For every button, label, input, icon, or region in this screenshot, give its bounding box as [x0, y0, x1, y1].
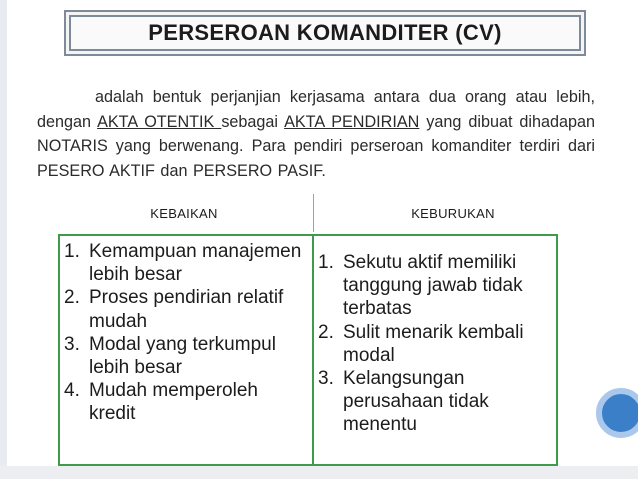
- header-kebaikan: KEBAIKAN: [150, 205, 218, 221]
- keburukan-item: 3. Kelangsungan perusahaan tidak menentu: [318, 368, 489, 436]
- slide-title: PERSEROAN KOMANDITER (CV): [69, 15, 581, 51]
- kebaikan-item: 2. Proses pendirian relatif mudah: [64, 287, 284, 332]
- kebaikan-column: [58, 234, 312, 466]
- akta-otentik-text: AKTA OTENTIK: [97, 112, 222, 131]
- definition-paragraph: [37, 85, 595, 183]
- kebaikan-item: 3. Modal yang terkumpul lebih besar: [64, 333, 276, 379]
- paragraph-text-2: sebagai: [221, 112, 285, 131]
- paragraph-text-1: adalah bentuk perjanjian kerjasama antara dua orang atau lebih, dengan: [37, 88, 595, 131]
- kebaikan-item: 4. Mudah memperoleh kredit: [64, 380, 258, 425]
- title-frame: [64, 10, 586, 56]
- keburukan-column: [312, 234, 558, 466]
- akta-pendirian-text: AKTA PENDIRIAN: [284, 112, 420, 131]
- keburukan-item: 1. Sekutu aktif memiliki tanggung jawab tidak terbatas: [318, 252, 523, 320]
- decorative-circle-icon: [596, 388, 638, 438]
- left-decor-bar: [0, 0, 7, 479]
- paragraph-text-3: yang dibuat dihadapan NOTARIS yang berwenang. Para pendiri perseroan komanditer terdiri dari PESERO AKTIF dan PERSERO PASIF.: [37, 112, 596, 180]
- bottom-decor-band: [0, 466, 638, 479]
- header-keburukan: KEBURUKAN: [313, 194, 592, 232]
- keburukan-item: 2. Sulit menarik kembali modal: [318, 321, 524, 366]
- kebaikan-item: 1. Kemampuan manajemen lebih besar: [64, 241, 302, 286]
